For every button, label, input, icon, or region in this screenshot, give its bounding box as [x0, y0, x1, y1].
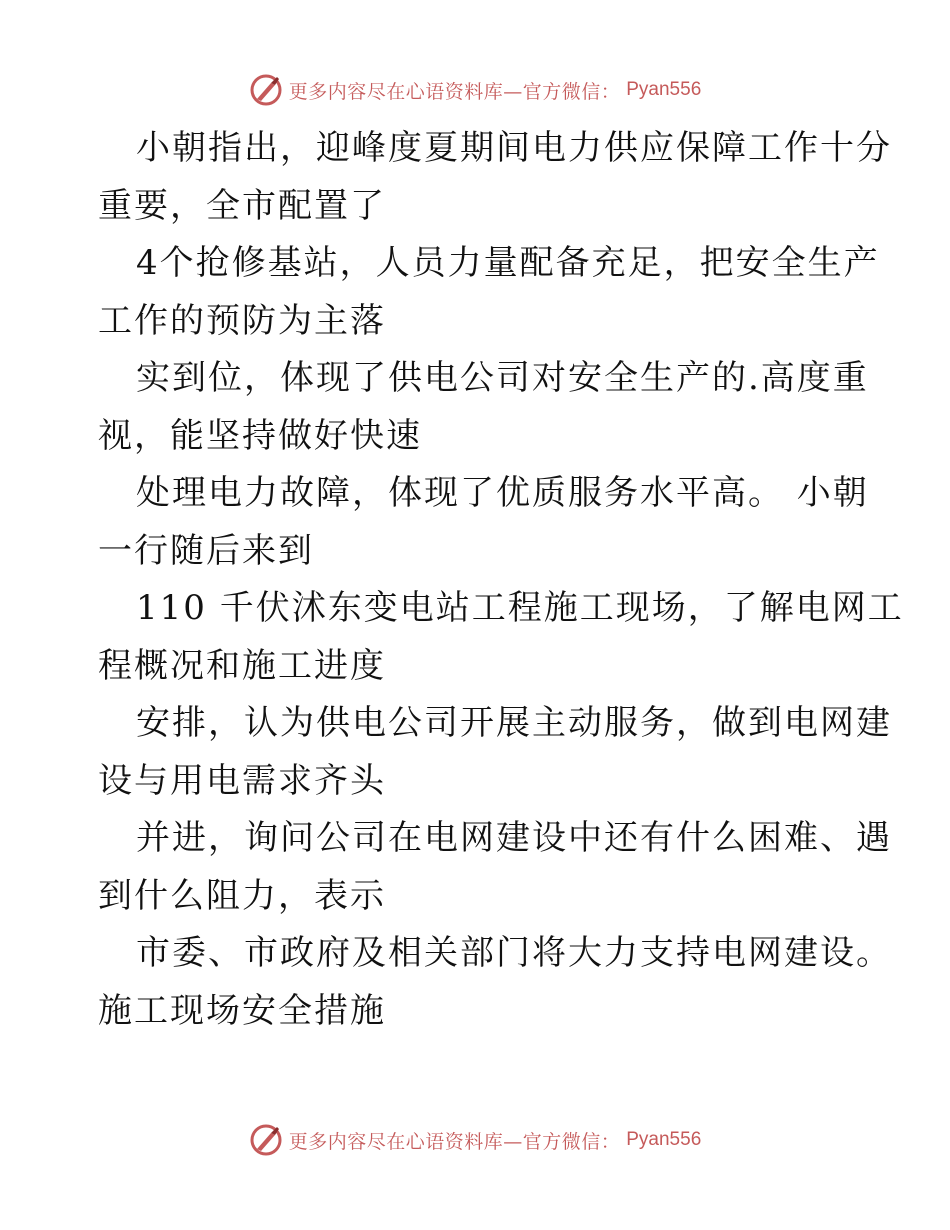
footer-watermark [0, 1120, 950, 1160]
paragraph-line: 一行随后来到 [98, 530, 314, 571]
paragraph-line: 小朝指出，迎峰度夏期间电力供应保障工作十分 [136, 128, 892, 168]
paragraph [98, 235, 880, 350]
paragraph [98, 465, 869, 580]
paragraph-line: 110 千伏沭东变电站工程施工现场，了解电网工 [136, 588, 904, 628]
watermark-wechat-id: Pyan556 [626, 1129, 702, 1150]
paragraph-line: 设与用电需求齐头 [98, 760, 386, 801]
watermark-wechat-id: Pyan556 [626, 79, 702, 100]
paragraph-line: 处理电力故障，体现了优质服务水平高。 小朝 [136, 473, 869, 513]
paragraph-line: 安排，认为供电公司开展主动服务，做到电网建 [136, 703, 892, 743]
paragraph [98, 810, 892, 925]
header-watermark [0, 70, 950, 110]
paragraph-line: 市委、市政府及相关部门将大力支持电网建设。 [136, 933, 892, 973]
paragraph-line: 实到位，体现了供电公司对安全生产的.高度重 [136, 358, 869, 398]
paragraph [98, 350, 869, 465]
paragraph-line: 4个抢修基站，人员力量配备充足，把安全生产 [136, 243, 880, 283]
paragraph-line: 重要，全市配置了 [98, 185, 386, 226]
paragraph [98, 695, 892, 810]
watermark-text: 更多内容尽在心语资料库—官方微信： [288, 1130, 621, 1153]
watermark-text: 更多内容尽在心语资料库—官方微信： [288, 80, 621, 103]
document-body [98, 120, 904, 1040]
quill-pen-logo-icon [249, 73, 283, 107]
paragraph-line: 视，能坚持做好快速 [98, 415, 422, 456]
paragraph [98, 120, 892, 235]
paragraph-line: 并进，询问公司在电网建设中还有什么困难、遇 [136, 818, 892, 858]
paragraph-line: 到什么阻力，表示 [98, 875, 386, 916]
paragraph-line: 工作的预防为主落 [98, 300, 386, 341]
paragraph [98, 580, 904, 695]
paragraph [98, 925, 892, 1040]
paragraph-line: 程概况和施工进度 [98, 645, 386, 686]
paragraph-line: 施工现场安全措施 [98, 990, 386, 1031]
quill-pen-logo-icon [249, 1123, 283, 1157]
